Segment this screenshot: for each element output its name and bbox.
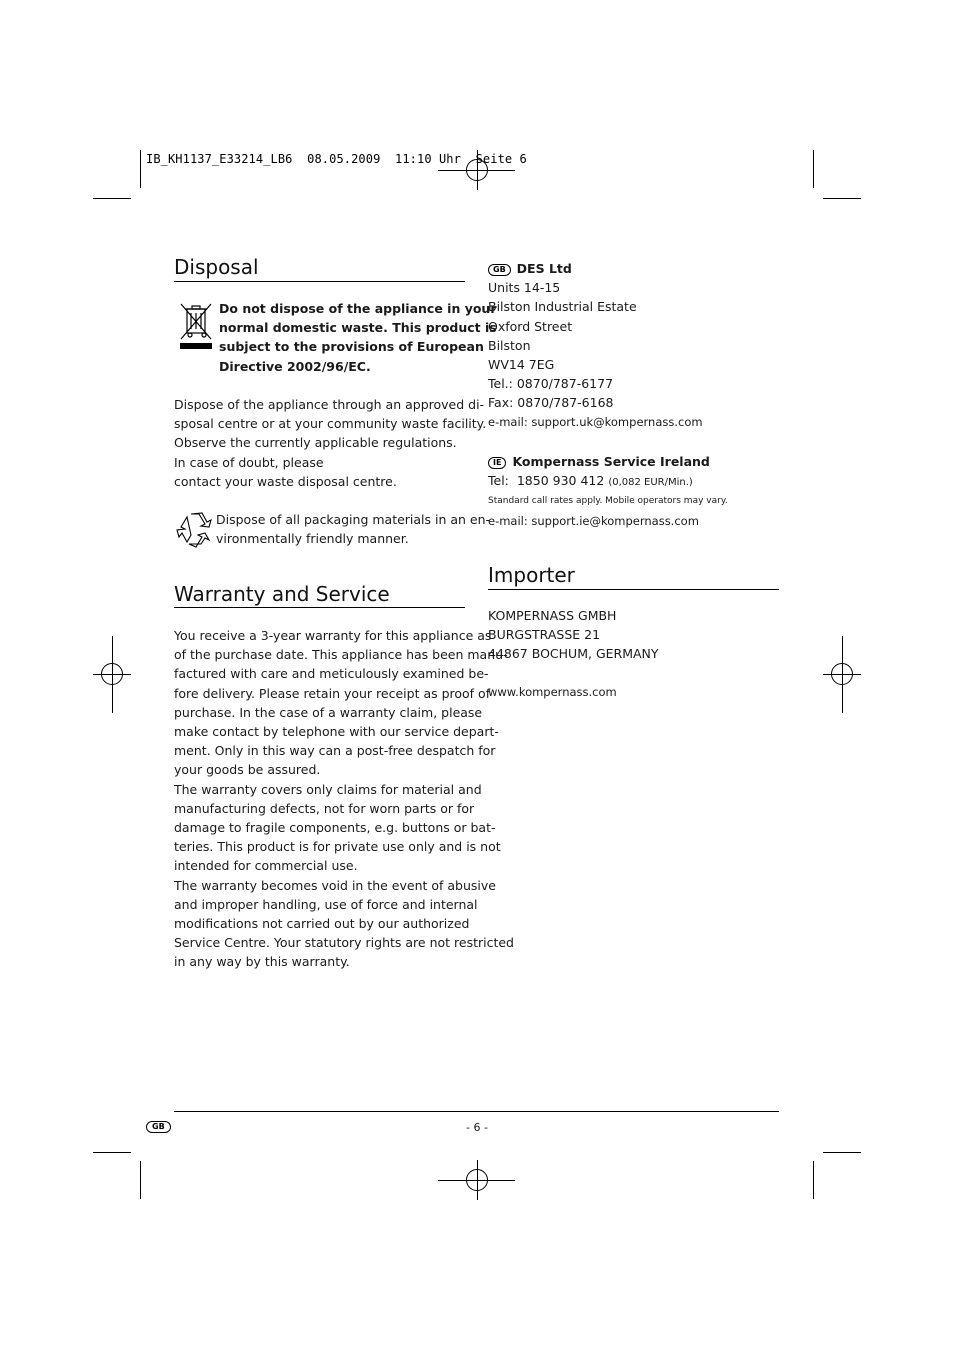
service-gb-name: DES Ltd [516, 261, 572, 276]
warranty-line: your goods be assured. [174, 762, 321, 778]
importer-line: BURGSTRASSE 21 [488, 627, 601, 643]
disposal-rule [174, 281, 465, 282]
service-ie [488, 452, 728, 531]
address-line: Units 14-15 [488, 280, 561, 296]
importer-address [488, 606, 659, 664]
warranty-line: The warranty covers only claims for material and [174, 781, 482, 797]
address-line: WV14 7EG [488, 357, 555, 373]
fax-line: Fax: 0870/787-6168 [488, 395, 614, 411]
disposal-warning [219, 299, 497, 376]
warranty-line: ment. Only in this way can a post-free despatch for [174, 743, 496, 759]
warranty-line: You receive a 3-year warranty for this appliance as [174, 628, 492, 643]
importer-title: Importer [488, 563, 575, 587]
disposal-paragraph [174, 395, 486, 491]
warning-line: normal domestic waste. This product is [219, 320, 497, 336]
paragraph-line: In case of doubt, please [174, 454, 324, 470]
warning-line: Do not dispose of the appliance in your [219, 301, 497, 316]
country-badge-gb: GB [488, 264, 511, 276]
warranty-line: teries. This product is for private use only and is not [174, 839, 501, 855]
email-ie: e-mail: support.ie@kompernass.com [488, 513, 699, 528]
email-gb: e-mail: support.uk@kompernass.com [488, 414, 703, 429]
warranty-line: in any way by this warranty. [174, 954, 350, 970]
address-line: Oxford Street [488, 318, 573, 334]
tel-rate: (0,082 EUR/Min.) [608, 477, 693, 489]
importer-rule [488, 589, 779, 590]
printer-slug: IB_KH1137_E33214_LB6 08.05.2009 11:10 Uhr Seite 6 [146, 152, 527, 166]
warranty-text [174, 626, 514, 972]
phone-line: Tel.: 0870/787-6177 [488, 376, 614, 392]
service-gb [488, 259, 703, 432]
recycle-icon [176, 511, 214, 549]
crossed-out-wheelie-bin-icon [178, 303, 214, 351]
warranty-title: Warranty and Service [174, 582, 390, 606]
warranty-line: damage to fragile components, e.g. buttons or bat- [174, 820, 496, 836]
warranty-line: Service Centre. Your statutory rights are not restricted [174, 935, 514, 951]
address-line: Bilston [488, 337, 531, 353]
importer-line: 44867 BOCHUM, GERMANY [488, 646, 659, 662]
importer-website[interactable]: www.kompernass.com [488, 685, 617, 699]
paragraph-line: Dispose of the appliance through an approved di- [174, 397, 485, 412]
warranty-line: and improper handling, use of force and internal [174, 896, 478, 912]
footer-badge-wrap [146, 1121, 171, 1133]
address-line: Bilston Industrial Estate [488, 299, 637, 315]
warning-line: subject to the provisions of European [219, 339, 484, 355]
tel-number: 1850 930 412 [516, 473, 605, 489]
paragraph-line: contact your waste disposal centre. [174, 473, 397, 489]
paragraph-line: sposal centre or at your community waste facility. [174, 416, 487, 432]
warranty-line: intended for commercial use. [174, 858, 358, 874]
page-number: - 6 - [466, 1121, 488, 1134]
warranty-line: modifications not carried out by our authorized [174, 916, 470, 932]
warranty-line: factured with care and meticulously examined be- [174, 666, 489, 682]
warranty-line: The warranty becomes void in the event of abusive [174, 877, 496, 893]
warranty-line: fore delivery. Please retain your receipt as proof of [174, 685, 491, 701]
warranty-line: purchase. In the case of a warranty claim, please [174, 704, 483, 720]
tel-label: Tel: [488, 473, 509, 489]
warranty-line: of the purchase date. This appliance has been manu- [174, 647, 508, 663]
warranty-line: manufacturing defects, not for worn parts or for [174, 800, 475, 816]
packaging-note [216, 510, 490, 548]
warning-line: Directive 2002/96/EC. [219, 358, 371, 374]
warranty-rule [174, 607, 465, 608]
packaging-line: vironmentally friendly manner. [216, 531, 409, 547]
rate-note: Standard call rates apply. Mobile operators may vary. [488, 496, 728, 507]
paragraph-line: Observe the currently applicable regulations. [174, 435, 457, 451]
footer-rule [174, 1111, 779, 1112]
packaging-line: Dispose of all packaging materials in an en- [216, 512, 491, 527]
importer-line: KOMPERNASS GMBH [488, 608, 617, 623]
country-badge-ie: IE [488, 457, 506, 469]
warranty-line: make contact by telephone with our service depart- [174, 724, 499, 740]
disposal-title: Disposal [174, 255, 259, 279]
footer-country-badge: GB [146, 1121, 171, 1133]
service-ie-name: Kompernass Service Ireland [512, 454, 710, 469]
